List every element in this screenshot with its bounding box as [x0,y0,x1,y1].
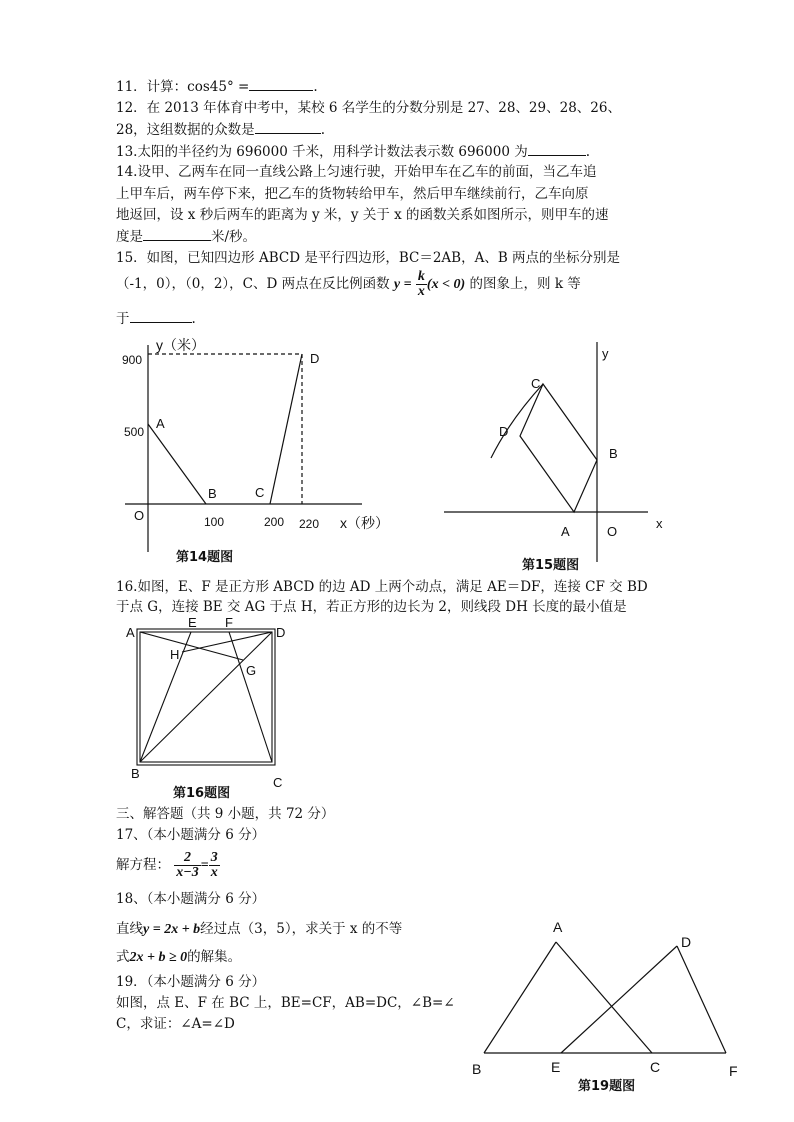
q12-line1: 12．在 2013 年体育中考中，某校 6 名学生的分数分别是 27、28、29、28、26、 [116,100,621,116]
formula-line: y = 2x + b [143,922,201,937]
q16-line1: 16.如图，E、F 是正方形 ABCD 的边 AD 上两个动点，满足 AE＝DF，连接 CF 交 BD [116,579,648,595]
q17-header: 17、（本小题满分 6 分） [116,827,266,843]
fig16-point-B: B [131,766,140,781]
fig14-tick-220: 220 [299,517,320,531]
fig15-caption: 第15题图 [522,558,580,573]
condition-x-lt-0: (x < 0) [426,277,466,292]
fig19-caption: 第19题图 [578,1079,636,1094]
fig14-origin: O [134,508,145,523]
fig15-origin: O [607,524,618,539]
q11-text: 11．计算：cos45° = [116,79,250,95]
q15-period: . [191,311,196,327]
formula-inequality: 2x + b ≥ 0 [129,950,188,965]
formula-y: y = [393,277,412,292]
q18-line1-post: 经过点（3，5），求关于 x 的不等 [200,921,403,937]
q14-line3: 地返回，设 x 秒后两车的距离为 y 米，y 关于 x 的函数关系如图所示，则甲车的速 [116,207,609,223]
fig14-caption: 第14题图 [176,550,234,565]
q18-line1-pre: 直线 [116,921,143,937]
fig15-point-A: A [561,524,570,539]
fig15-point-D: D [499,424,509,439]
q16-line2: 于点 G，连接 BE 交 AG 于点 H，若正方形的边长为 2，则线段 DH 长度的最小值是 [116,599,627,615]
fig14-point-C: C [255,485,265,500]
fig19-point-A: A [553,919,563,935]
fig19-segment-AC [556,942,652,1053]
q15-line3-pre: 于 [116,311,130,327]
fig19-segment-DE [561,946,677,1053]
numerator-k: k [417,269,425,284]
numerator-2: 2 [184,850,192,865]
denominator-x: x [210,865,218,880]
fig14-tick-100: 100 [204,515,225,529]
q15-line1: 15．如图，已知四边形 ABCD 是平行四边形，BC＝2AB，A、B 两点的坐标分别是 [116,250,621,266]
fig14-tick-500: 500 [124,425,145,439]
fig19-point-D: D [681,934,692,950]
q14-line4-pre: 度是 [116,229,143,245]
denominator-x: x [417,284,425,299]
q14-line1: 14.设甲、乙两车在同一直线公路上匀速行驶，开始甲车在乙车的前面，当乙车追 [116,164,597,180]
q18-line2-post: 的解集。 [187,949,242,965]
numerator-3: 3 [210,850,218,865]
q13-period: . [585,144,591,160]
fig19-point-C: C [650,1059,661,1075]
q18-header: 18、（本小题满分 6 分） [116,891,266,907]
fig14-point-B: B [208,486,217,501]
fig16-caption: 第16题图 [173,786,231,801]
fig15-point-C: C [531,376,541,391]
q19-header: 19．（本小题满分 6 分） [116,974,266,990]
fig14-point-A: A [156,416,165,431]
fig16-point-C: C [273,775,283,790]
q12-line2: 28，这组数据的众数是 [116,122,255,138]
q19-line2: C，求证：∠A=∠D [116,1016,235,1032]
q17-prefix: 解方程： [116,857,170,873]
fig19-point-E: E [551,1059,561,1075]
fig14-x-label: x（秒） [340,515,389,531]
fig16-point-A: A [126,625,135,640]
fig15-y-label: y [602,346,609,361]
fig14-tick-200: 200 [264,515,285,529]
q15-line2-post: 的图象上，则 k 等 [469,276,581,292]
fig19-segment-AB [484,942,556,1053]
q11-period: . [313,79,318,95]
fig16-point-G: G [246,663,257,678]
fig15-point-B: B [609,446,618,461]
q14-line2: 上甲车后，两车停下来，把乙车的货物转给甲车，然后甲车继续前行，乙车向原 [116,186,589,202]
fig19-point-B: B [472,1061,482,1077]
q14-line4-post: 米/秒。 [211,229,257,245]
q18-line2-pre: 式 [116,949,130,965]
denominator-x-3: x−3 [176,865,199,880]
fig14-point-D: D [310,351,320,366]
q13-text: 13.太阳的半径约为 696000 千米，用科学计数法表示数 696000 为 [116,144,528,160]
fig16-point-H: H [170,647,180,662]
fig16-point-E: E [188,615,197,630]
fig19-segment-DF [677,946,726,1053]
q12-period: . [320,122,325,138]
fig16-point-F: F [225,615,233,630]
q19-line1: 如图，点 E、F 在 BC 上，BE=CF，AB=DC，∠B=∠ [116,995,455,1011]
fig15-x-label: x [656,516,663,531]
fig14-tick-900: 900 [122,353,143,367]
q15-line2-pre: （-1，0），（0，2），C、D 两点在反比例函数 [116,276,390,292]
section-3-heading: 三、解答题（共 9 小题，共 72 分） [116,806,335,822]
fig16-point-D: D [276,625,286,640]
fig14-y-label: y（米） [156,337,205,353]
equals-sign: = [200,858,209,873]
fig19-point-F: F [729,1063,738,1079]
